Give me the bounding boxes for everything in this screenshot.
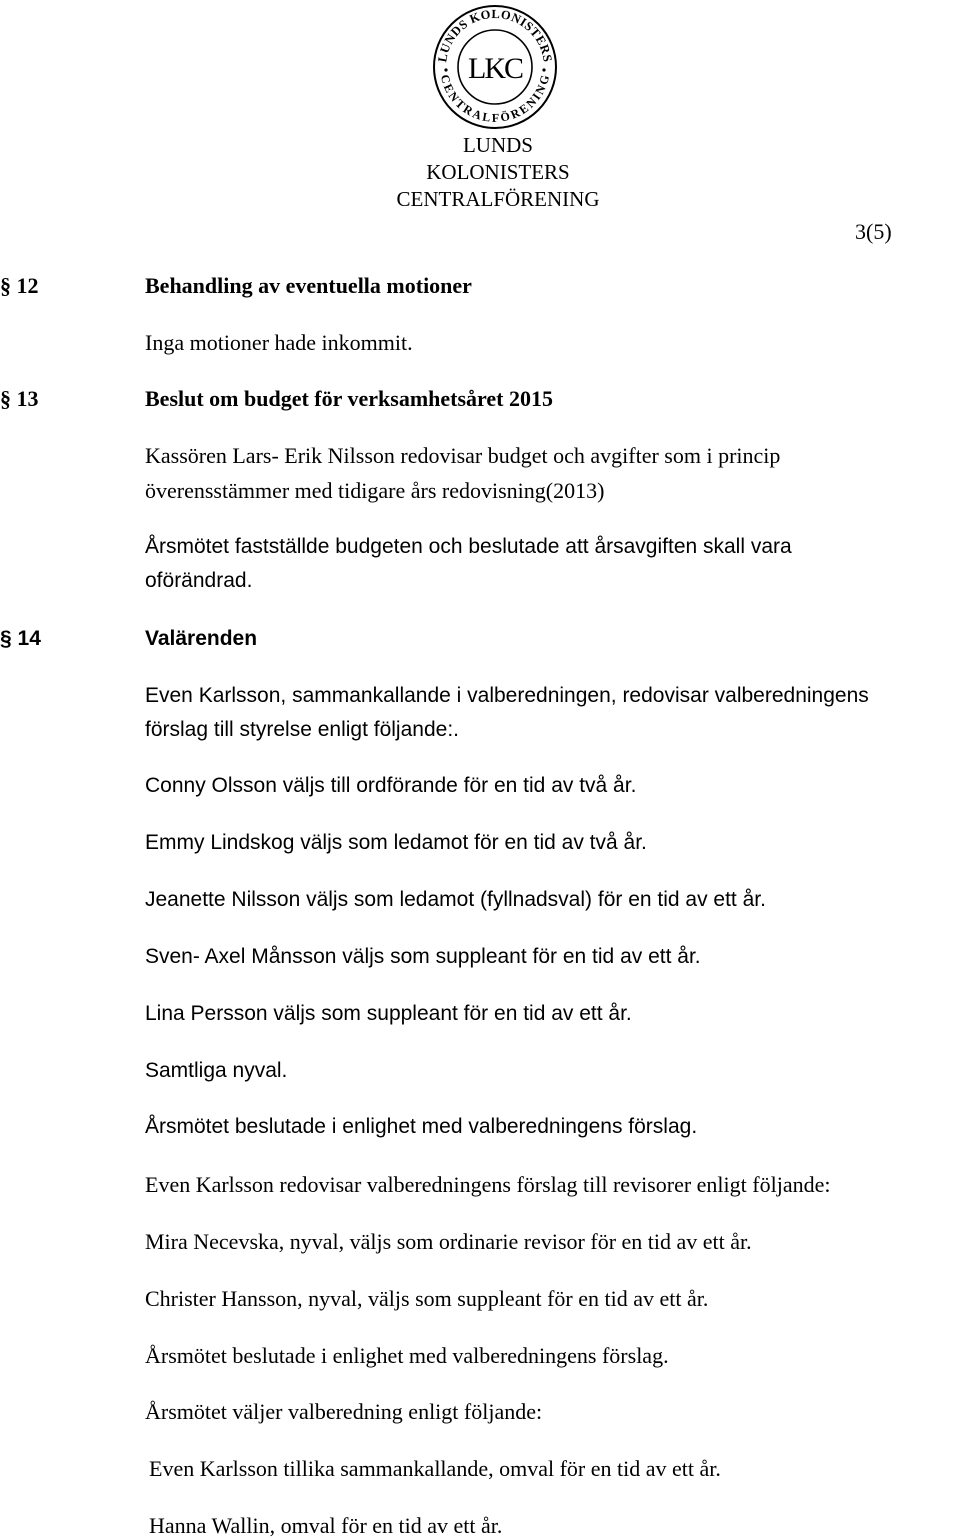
section-14-paragraph: förslag till styrelse enligt följande:.	[145, 718, 459, 741]
section-14-paragraph: Årsmötet beslutade i enlighet med valberedningens förslag.	[145, 1343, 669, 1368]
section-14-paragraph: Jeanette Nilsson väljs som ledamot (fyllnadsval) för en tid av ett år.	[145, 888, 766, 911]
section-14-paragraph: Mira Necevska, nyval, väljs som ordinarie revisor för en tid av ett år.	[145, 1229, 752, 1254]
org-name-line-2: KOLONISTERS	[426, 160, 570, 184]
section-14-paragraph: Even Karlsson tillika sammankallande, omval för en tid av ett år.	[149, 1456, 721, 1481]
section-number: § 12	[0, 273, 39, 298]
section-title: Behandling av eventuella motioner	[145, 273, 472, 298]
section-title: Beslut om budget för verksamhetsåret 2015	[145, 386, 553, 411]
section-14-paragraph: Lina Persson väljs som suppleant för en tid av ett år.	[145, 1002, 632, 1025]
section-14-paragraph: Conny Olsson väljs till ordförande för en tid av två år.	[145, 774, 637, 797]
page-number: 3(5)	[855, 219, 892, 244]
section-number: § 14	[0, 627, 41, 650]
section-14-paragraph: Hanna Wallin, omval för en tid av ett år.	[149, 1513, 503, 1538]
section-13-paragraph: Årsmötet fastställde budgeten och beslutade att årsavgiften skall vara	[145, 535, 792, 558]
section-14-paragraph: Even Karlsson, sammankallande i valberedningen, redovisar valberedningens	[145, 684, 869, 707]
org-name-line-3: CENTRALFÖRENING	[396, 187, 600, 211]
section-13-paragraph: överensstämmer med tidigare års redovisning(2013)	[145, 478, 605, 503]
section-13-paragraph: oförändrad.	[145, 569, 253, 592]
section-14-paragraph: Emmy Lindskog väljs som ledamot för en tid av två år.	[145, 831, 647, 854]
section-14-paragraph: Even Karlsson redovisar valberedningens förslag till revisorer enligt följande:	[145, 1172, 831, 1197]
section-13-paragraph: Kassören Lars- Erik Nilsson redovisar budget och avgifter som i princip	[145, 443, 781, 468]
lkc-logo	[432, 4, 558, 130]
section-14-paragraph: Samtliga nyval.	[145, 1059, 288, 1082]
section-14-paragraph: Årsmötet beslutade i enlighet med valberedningens förslag.	[145, 1115, 698, 1138]
section-14-paragraph: Årsmötet väljer valberedning enligt följande:	[145, 1399, 543, 1424]
section-number: § 13	[0, 386, 39, 411]
section-12-paragraph: Inga motioner hade inkommit.	[145, 330, 413, 355]
section-14-paragraph: Sven- Axel Månsson väljs som suppleant för en tid av ett år.	[145, 945, 701, 968]
section-14-paragraph: Christer Hansson, nyval, väljs som suppleant för en tid av ett år.	[145, 1286, 709, 1311]
svg-text:LUNDS KOLONISTERS: LUNDS KOLONISTERS	[435, 6, 555, 64]
svg-text:CENTRALFÖRENING: CENTRALFÖRENING	[437, 73, 553, 125]
org-name-line-1: LUNDS	[462, 133, 533, 157]
section-title: Valärenden	[145, 627, 258, 650]
svg-text:LKC: LKC	[468, 52, 522, 85]
